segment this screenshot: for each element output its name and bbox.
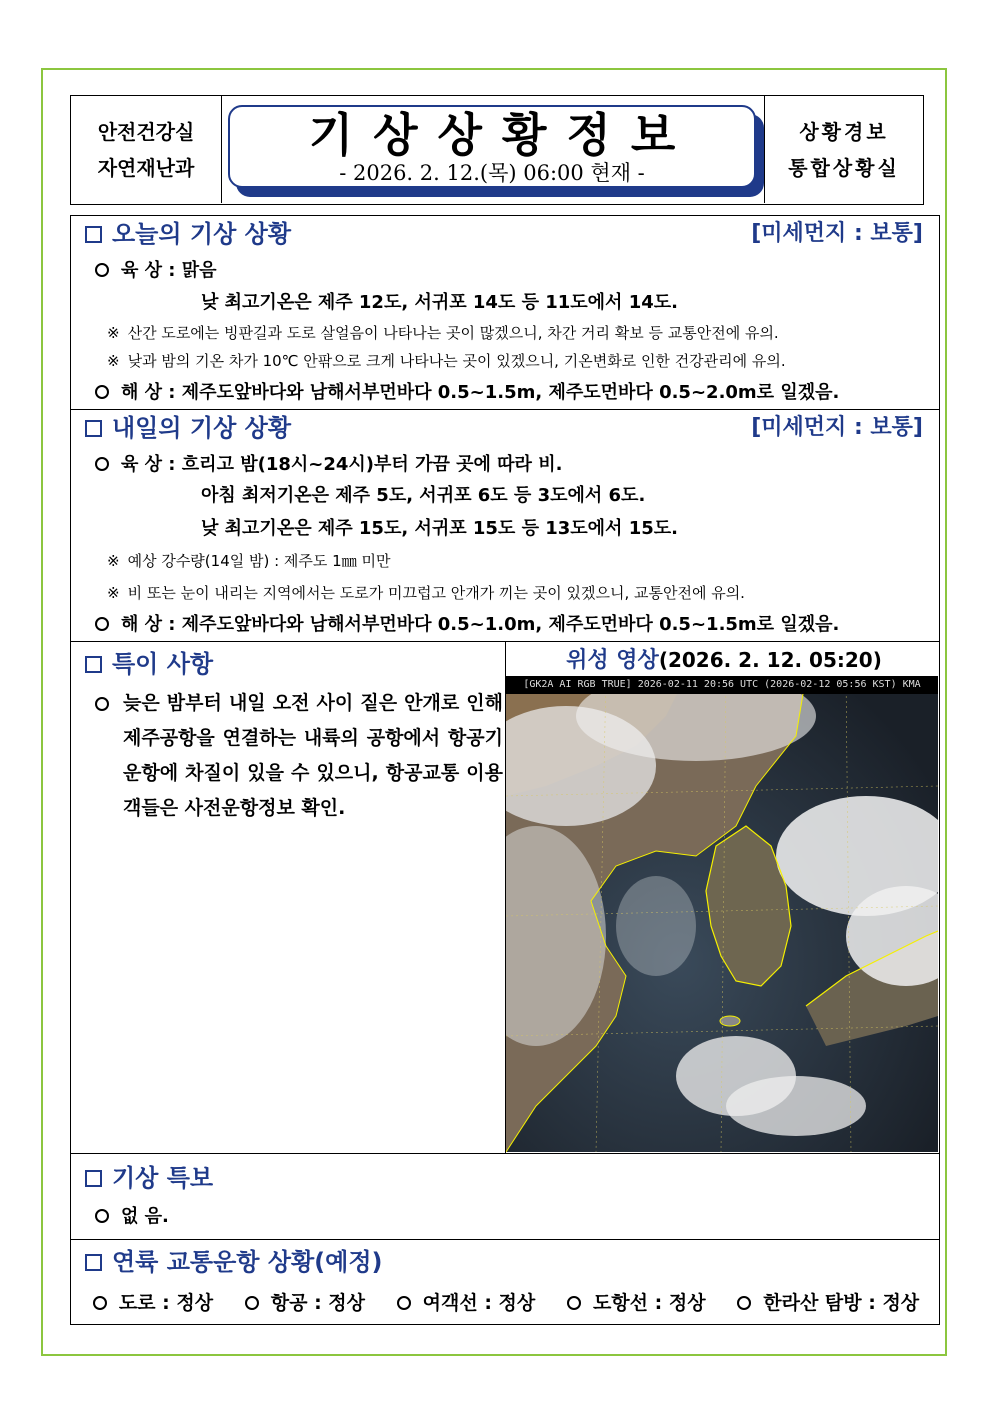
circle-bullet-icon <box>95 263 109 277</box>
asterisk-icon: ※ <box>107 552 120 570</box>
tomorrow-land-weather: 흐리고 밤(18시~24시)부터 가끔 곳에 따라 비. <box>181 454 563 475</box>
report-date: - 2026. 2. 12.(목) 06:00 현재 - <box>339 161 645 185</box>
circle-bullet-icon <box>95 457 109 471</box>
circle-bullet-icon <box>567 1296 581 1310</box>
warning-title-text: 기상 특보 <box>112 1164 214 1192</box>
document-header <box>70 95 924 205</box>
traffic-section <box>70 1239 940 1325</box>
tomorrow-sea-text: 제주도앞바다와 남해서부먼바다 0.5~1.0m, 제주도먼바다 0.5~1.5m로 일겠음. <box>181 614 840 635</box>
circle-bullet-icon <box>737 1296 751 1310</box>
circle-bullet-icon <box>95 617 109 631</box>
special-title-text: 특이 사항 <box>112 650 214 678</box>
checkbox-icon <box>85 226 102 243</box>
traffic-island-ferry: 도항선 : 정상 <box>567 1290 706 1316</box>
page-title: 기상상황정보 <box>308 108 696 162</box>
satellite-title-text: 위성 영상 <box>566 648 659 673</box>
department-line2: 자연재난과 <box>97 155 195 180</box>
asterisk-icon: ※ <box>107 352 120 370</box>
satellite-image <box>506 676 938 1152</box>
department-line1: 안전건강실 <box>97 119 195 144</box>
checkbox-icon <box>85 656 102 673</box>
checkbox-icon <box>85 1170 102 1187</box>
today-weather-section <box>70 215 940 410</box>
tomorrow-note-2: ※ 비 또는 눈이 내리는 지역에서는 도로가 미끄럽고 안개가 끼는 곳이 있겠으니, 교통안전에 유의. <box>107 584 745 602</box>
asterisk-icon: ※ <box>107 584 120 602</box>
today-section-title <box>85 220 291 248</box>
tomorrow-weather-section <box>70 409 940 642</box>
today-land-label: 육 상 : <box>121 260 176 281</box>
issuer-line1: 상황경보 <box>799 119 889 144</box>
warning-text: 없 음. <box>121 1206 169 1227</box>
issuer-label <box>764 96 923 203</box>
special-notes-section <box>70 641 940 1154</box>
checkbox-icon <box>85 1254 102 1271</box>
tomorrow-high-temp: 낮 최고기온은 제주 15도, 서귀포 15도 등 13도에서 15도. <box>201 518 678 539</box>
department-label <box>71 96 222 203</box>
tomorrow-note-1: ※ 예상 강수량(14일 밤) : 제주도 1㎜ 미만 <box>107 552 391 570</box>
tomorrow-land-line: 육 상 : 흐리고 밤(18시~24시)부터 가끔 곳에 따라 비. <box>95 452 562 478</box>
weather-warning-section <box>70 1153 940 1240</box>
today-high-temp: 낮 최고기온은 제주 12도, 서귀포 14도 등 11도에서 14도. <box>201 292 678 313</box>
tomorrow-title-text: 내일의 기상 상황 <box>112 414 291 442</box>
today-fine-dust: [미세먼지 : 보통] <box>751 221 923 246</box>
circle-bullet-icon <box>397 1296 411 1310</box>
warning-text-line <box>95 1204 169 1230</box>
circle-bullet-icon <box>95 1209 109 1223</box>
satellite-caption: [GK2A AI RGB TRUE] 2026-02-11 20:56 UTC (2026-02-12 05:56 KST) KMA <box>506 676 938 694</box>
tomorrow-sea-line: 해 상 : 제주도앞바다와 남해서부먼바다 0.5~1.0m, 제주도먼바다 0.5~1.5m로 일겠음. <box>95 612 839 638</box>
traffic-title-text: 연륙 교통운항 상황(예정) <box>112 1248 383 1276</box>
asterisk-icon: ※ <box>107 324 120 342</box>
satellite-map-graphic <box>506 676 938 1152</box>
title-box <box>228 105 756 188</box>
circle-bullet-icon <box>95 697 109 711</box>
traffic-section-title <box>85 1248 383 1276</box>
today-title-text: 오늘의 기상 상황 <box>112 220 291 248</box>
circle-bullet-icon <box>95 385 109 399</box>
tomorrow-section-title <box>85 414 291 442</box>
today-land-line <box>95 258 217 284</box>
today-note-1: ※ 산간 도로에는 빙판길과 도로 살얼음이 나타나는 곳이 많겠으니, 차간 거리 확보 등 교통안전에 유의. <box>107 324 779 342</box>
circle-bullet-icon <box>245 1296 259 1310</box>
today-sea-line: 해 상 : 제주도앞바다와 남해서부먼바다 0.5~1.5m, 제주도먼바다 0.5~2.0m로 일겠음. <box>95 380 839 406</box>
today-land-weather: 맑음 <box>181 260 217 281</box>
satellite-time: (2026. 2. 12. 05:20) <box>658 648 882 672</box>
circle-bullet-icon <box>93 1296 107 1310</box>
special-note-text: 늦은 밤부터 내일 오전 사이 짙은 안개로 인해 제주공항을 연결하는 내륙의 공항에서 항공기 운항에 차질이 있을 수 있으니, 항공교통 이용객들은 사전운항정보 확인. <box>123 692 503 819</box>
traffic-road: 도로 : 정상 <box>93 1290 213 1316</box>
traffic-ferry: 여객선 : 정상 <box>397 1290 536 1316</box>
tomorrow-low-temp: 아침 최저기온은 제주 5도, 서귀포 6도 등 3도에서 6도. <box>201 485 646 506</box>
today-note-2: ※ 낮과 밤의 기온 차가 10℃ 안팎으로 크게 나타나는 곳이 있겠으니, 기온변화로 인한 건강관리에 유의. <box>107 352 786 370</box>
checkbox-icon <box>85 420 102 437</box>
warning-section-title <box>85 1164 213 1192</box>
tomorrow-fine-dust: [미세먼지 : 보통] <box>751 415 923 440</box>
issuer-line2: 통합상황실 <box>788 155 900 180</box>
satellite-title <box>509 646 939 675</box>
traffic-air: 항공 : 정상 <box>245 1290 365 1316</box>
today-sea-text: 제주도앞바다와 남해서부먼바다 0.5~1.5m, 제주도먼바다 0.5~2.0m로 일겠음. <box>181 382 840 403</box>
traffic-status-list <box>71 1290 941 1316</box>
special-section-title <box>85 650 213 678</box>
traffic-hallasan: 한라산 탐방 : 정상 <box>737 1290 919 1316</box>
